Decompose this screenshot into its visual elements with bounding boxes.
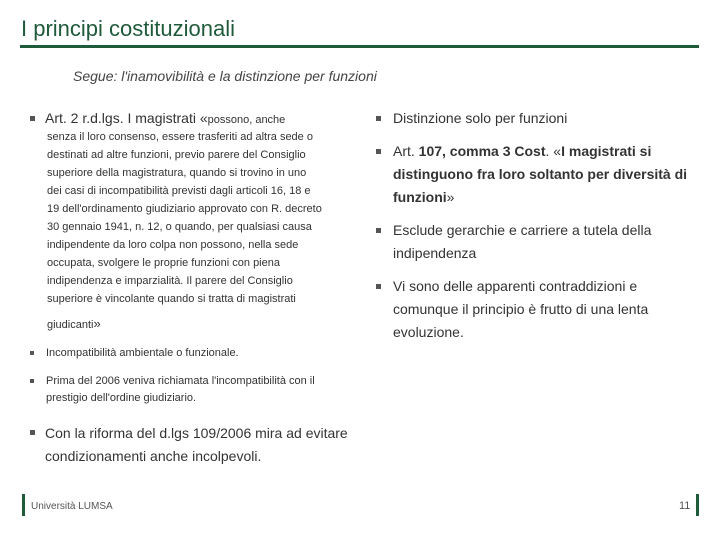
- square-bullet-icon: [30, 379, 34, 383]
- bullet-text: Esclude gerarchie e carriere a tutela della indipendenza: [393, 222, 652, 261]
- right-bullet-4: [376, 275, 692, 344]
- square-bullet-icon: [376, 228, 381, 233]
- right-column: [376, 107, 692, 354]
- square-bullet-icon: [30, 430, 35, 435]
- right-bullet-3: [376, 219, 692, 265]
- square-bullet-icon: [376, 116, 381, 121]
- quote-end-line: [47, 316, 101, 331]
- quote-end: giudicanti: [47, 319, 94, 331]
- quote-line: indipendente da loro colpa non possono, nella sede: [47, 239, 299, 251]
- footer-left-bar: [22, 494, 25, 516]
- right-bullet-1: [376, 107, 692, 130]
- square-bullet-icon: [30, 351, 34, 355]
- left-bullet-riforma: [30, 422, 360, 468]
- left-bullet-text: [45, 109, 285, 129]
- quote-close: »: [93, 316, 101, 331]
- title-underline: [20, 45, 699, 48]
- quote-line: senza il loro consenso, essere trasferiti ad altra sede o: [47, 131, 313, 143]
- art2-lead: Art. 2 r.d.lgs. I magistrati «: [45, 110, 208, 126]
- art107-mid: . «: [545, 143, 562, 159]
- quote-line: 19 dell'ordinamento giudiziario approvato con R. decreto: [47, 203, 322, 215]
- art2-lead-small: possono, anche: [207, 114, 286, 126]
- quote-line: occupata, svolgere le proprie funzioni con piena: [47, 257, 280, 269]
- square-bullet-icon: [376, 149, 381, 154]
- bullet-text: Con la riforma del d.lgs 109/2006 mira ad evitare condizionamenti anche incolpevoli.: [45, 425, 348, 464]
- quote-line: indipendenza e imparzialità. Il parere del Consiglio: [47, 275, 293, 287]
- bullet-text: Vi sono delle apparenti contraddizioni e comunque il principio è frutto di una lenta evoluzione.: [393, 278, 649, 340]
- quote-line: dei casi di incompatibilità previsti dagli articoli 16, 18 e: [47, 185, 311, 197]
- art107-quote: I magistrati si distinguono fra loro soltanto per diversità di funzioni: [393, 143, 688, 205]
- quote-line: destinati ad altre funzioni, previo parere del Consiglio: [47, 149, 306, 161]
- art107-close: »: [446, 189, 455, 205]
- right-bullet-2: [376, 140, 692, 209]
- left-sub-bullet-1: [30, 345, 345, 362]
- square-bullet-icon: [30, 116, 35, 121]
- left-sub-bullet-2: [30, 373, 345, 407]
- page-number: 11: [679, 500, 691, 512]
- left-bullet-art2: [30, 109, 350, 129]
- footer-right-bar: [696, 494, 699, 516]
- square-bullet-icon: [376, 284, 381, 289]
- art107-ref: 107, comma 3 Cost: [418, 143, 546, 159]
- quote-line: superiore è vincolante quando si tratta di magistrati: [47, 293, 296, 305]
- sub-bullet-text: Incompatibilità ambientale o funzionale.: [46, 347, 239, 359]
- bullet-text: [393, 140, 692, 209]
- footer-institution: Università LUMSA: [31, 501, 113, 512]
- bullet-text: Distinzione solo per funzioni: [393, 110, 568, 126]
- quote-line: 30 gennaio 1941, n. 12, o quando, per qualsiasi causa: [47, 221, 312, 233]
- slide-title: I principi costituzionali: [21, 16, 235, 41]
- slide-subtitle: Segue: l'inamovibilità e la distinzione per funzioni: [73, 68, 377, 84]
- art107-pre: Art.: [393, 143, 419, 159]
- art2-quote-block: [47, 128, 352, 308]
- quote-line: superiore della magistratura, quando si trovino in uno: [47, 167, 307, 179]
- sub-bullet-text: Prima del 2006 veniva richiamata l'incompatibilità con il prestigio dell'ordine giudiziario.: [46, 375, 315, 404]
